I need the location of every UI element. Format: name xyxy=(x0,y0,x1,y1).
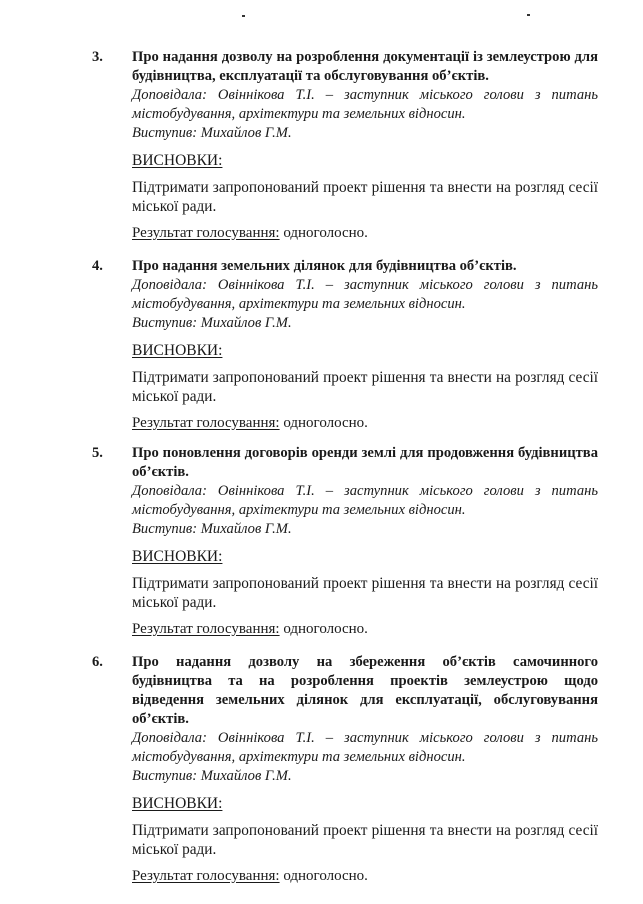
voting-result-value: одноголосно. xyxy=(279,621,368,637)
item-speech: Виступив: Михайлов Г.М. xyxy=(132,768,292,784)
voting-result-value: одноголосно. xyxy=(279,225,368,241)
item-speech: Виступив: Михайлов Г.М. xyxy=(132,315,292,331)
item-speech: Виступив: Михайлов Г.М. xyxy=(132,521,292,537)
item-speaker: Доповідала: Овіннікова Т.І. – заступник міського голови з питань містобудування, архітектури та земельних відносин. xyxy=(132,87,598,122)
voting-result-label: Результат голосування: xyxy=(132,621,280,637)
voting-result xyxy=(132,867,598,886)
conclusions-heading: ВИСНОВКИ: xyxy=(132,152,223,169)
item-decision: Підтримати запропонований проект рішення та внести на розгляд сесії міської ради. xyxy=(132,575,598,611)
item-number: 3. xyxy=(92,49,103,65)
item-speaker: Доповідала: Овіннікова Т.І. – заступник міського голови з питань містобудування, архітектури та земельних відносин. xyxy=(132,483,598,518)
agenda-item xyxy=(92,48,598,243)
voting-result-label: Результат голосування: xyxy=(132,415,280,431)
item-decision: Підтримати запропонований проект рішення та внести на розгляд сесії міської ради. xyxy=(132,369,598,405)
item-title: Про надання земельних ділянок для будівництва об’єктів. xyxy=(132,258,517,274)
item-number: 4. xyxy=(92,258,103,274)
item-title: Про надання дозволу на збереження об’єктів самочинного будівництва та на розроблення проектів землеустрою щодо відведення земельних ділянок для експлуатації, обслуговування об’єктів. xyxy=(132,654,598,727)
agenda-item xyxy=(92,444,598,639)
conclusions-heading: ВИСНОВКИ: xyxy=(132,548,223,565)
item-content xyxy=(132,48,598,243)
item-title: Про поновлення договорів оренди землі для продовження будівництва об’єктів. xyxy=(132,445,598,480)
voting-result xyxy=(132,414,598,433)
item-content xyxy=(132,653,598,886)
voting-result xyxy=(132,620,598,639)
agenda-item xyxy=(92,653,598,886)
conclusions-heading: ВИСНОВКИ: xyxy=(132,342,223,359)
item-content xyxy=(132,257,598,433)
scan-speck xyxy=(527,14,530,16)
item-speaker: Доповідала: Овіннікова Т.І. – заступник міського голови з питань містобудування, архітектури та земельних відносин. xyxy=(132,277,598,312)
item-number: 6. xyxy=(92,654,103,670)
item-number: 5. xyxy=(92,445,103,461)
item-speech: Виступив: Михайлов Г.М. xyxy=(132,125,292,141)
item-content xyxy=(132,444,598,639)
item-decision: Підтримати запропонований проект рішення та внести на розгляд сесії міської ради. xyxy=(132,822,598,858)
voting-result-label: Результат голосування: xyxy=(132,868,280,884)
voting-result xyxy=(132,224,598,243)
item-speaker: Доповідала: Овіннікова Т.І. – заступник міського голови з питань містобудування, архітектури та земельних відносин. xyxy=(132,730,598,765)
voting-result-value: одноголосно. xyxy=(279,868,368,884)
scan-speck xyxy=(242,15,245,17)
agenda-item xyxy=(92,257,598,433)
item-title: Про надання дозволу на розроблення документації із землеустрою для будівництва, експлуатації та обслуговування об’єктів. xyxy=(132,49,598,84)
item-decision: Підтримати запропонований проект рішення та внести на розгляд сесії міської ради. xyxy=(132,179,598,215)
voting-result-label: Результат голосування: xyxy=(132,225,280,241)
voting-result-value: одноголосно. xyxy=(279,415,368,431)
conclusions-heading: ВИСНОВКИ: xyxy=(132,795,223,812)
